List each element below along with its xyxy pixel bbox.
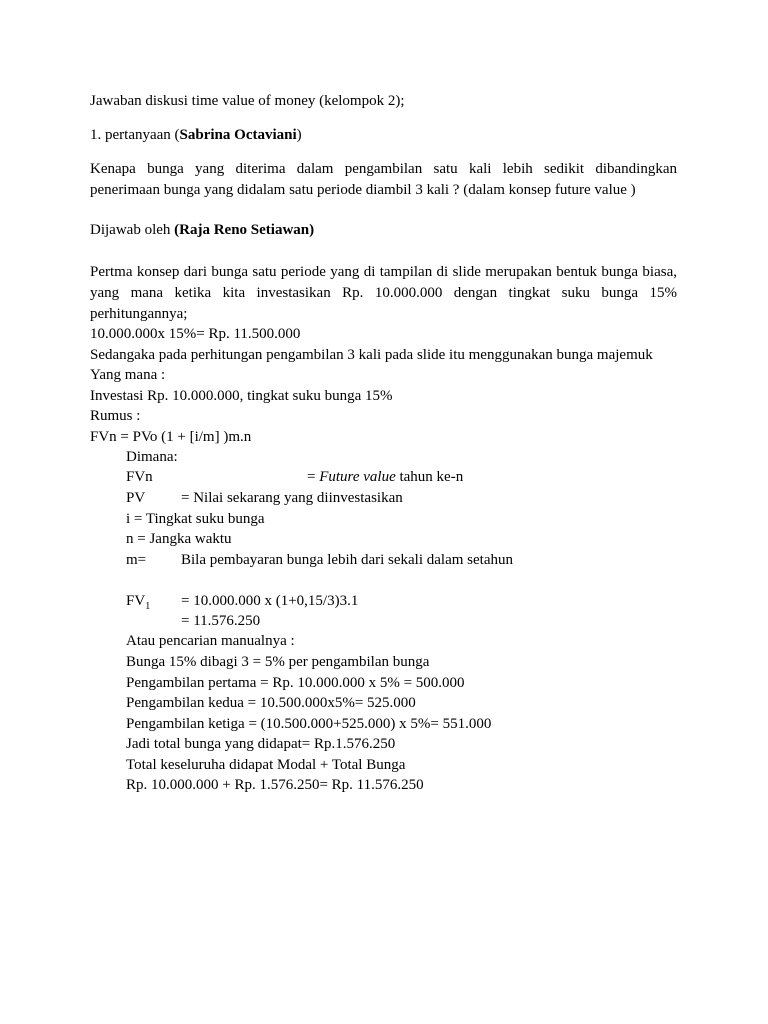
compound-intro: Sedangaka pada perhitungan pengambilan 3 kali pada slide itu menggunakan bunga majemuk (90, 347, 653, 363)
question-prefix: 1. pertanyaan ( (90, 127, 180, 143)
definition-value: = Nilai sekarang yang diinvestasikan (181, 490, 403, 506)
yang-mana: Yang mana : (90, 367, 166, 383)
definition-term: PV (126, 490, 146, 506)
definition-value: = Future value tahun ke-n (307, 469, 464, 485)
fv1-label: $FV_1$ (126, 593, 151, 612)
formula-label: Rumus : (90, 408, 141, 424)
question-text-line1: Kenapa bunga yang diterima dalam pengambilan satu kali lebih sedikit dibandingkan (90, 161, 677, 177)
manual-line: Pengambilan pertama = Rp. 10.000.000 x 5% = 500.000 (126, 675, 465, 691)
definition-fvn (126, 467, 626, 487)
definition-m (126, 550, 626, 570)
manual-line: Jadi total bunga yang didapat= Rp.1.576.250 (126, 736, 396, 752)
investment-line: Investasi Rp. 10.000.000, tingkat suku bunga 15% (90, 388, 393, 404)
definition-pv (126, 488, 626, 508)
manual-line: Atau pencarian manualnya : (126, 633, 295, 649)
manual-line: Pengambilan ketiga = (10.500.000+525.000) x 5%= 551.000 (126, 716, 492, 732)
simple-interest-calc: 10.000.000x 15%= Rp. 11.500.000 (90, 326, 301, 342)
manual-line: Total keseluruha didapat Modal + Total Bunga (126, 757, 406, 773)
definition-term: m= (126, 552, 147, 568)
definition-n: n = Jangka waktu (126, 531, 232, 547)
formula: FVn = PVo (1 + [i/m] )m.n (90, 429, 252, 445)
fv1-equation (126, 591, 626, 611)
question-text-line2: penerimaan bunga yang didalam satu periode diambil 3 kali ? (dalam konsep future value ) (90, 182, 636, 198)
answer-line2: yang mana ketika kita investasikan Rp. 10.000.000 dengan tingkat suku bunga 15% (90, 285, 677, 301)
fv1-formula: = 10.000.000 x (1+0,15/3)3.1 (181, 593, 359, 609)
document-heading: Jawaban diskusi time value of money (kelompok 2); (90, 93, 405, 109)
answer-line3: perhitungannya; (90, 306, 188, 322)
manual-line: Pengambilan kedua = 10.500.000x5%= 525.000 (126, 695, 416, 711)
manual-line: Bunga 15% dibagi 3 = 5% per pengambilan bunga (126, 654, 430, 670)
future-value-italic: Future value (319, 469, 396, 485)
definition-value: Bila pembayaran bunga lebih dari sekali dalam setahun (181, 552, 513, 568)
definition-term: FVn (126, 469, 153, 485)
fv1-result: = 11.576.250 (181, 613, 261, 629)
question-suffix: ) (296, 127, 302, 143)
question-title (90, 125, 302, 145)
answerer-name: (Raja Reno Setiawan) (174, 222, 315, 238)
answer-line1: Pertma konsep dari bunga satu periode yang di tampilan di slide merupakan bentuk bunga biasa, (90, 264, 677, 280)
definition-i: i = Tingkat suku bunga (126, 511, 265, 527)
dimana-label: Dimana: (126, 449, 178, 465)
answered-by (90, 220, 314, 240)
manual-line: Rp. 10.000.000 + Rp. 1.576.250= Rp. 11.576.250 (126, 777, 424, 793)
answered-by-prefix: Dijawab oleh (90, 222, 175, 238)
question-asker: Sabrina Octaviani (179, 127, 297, 143)
